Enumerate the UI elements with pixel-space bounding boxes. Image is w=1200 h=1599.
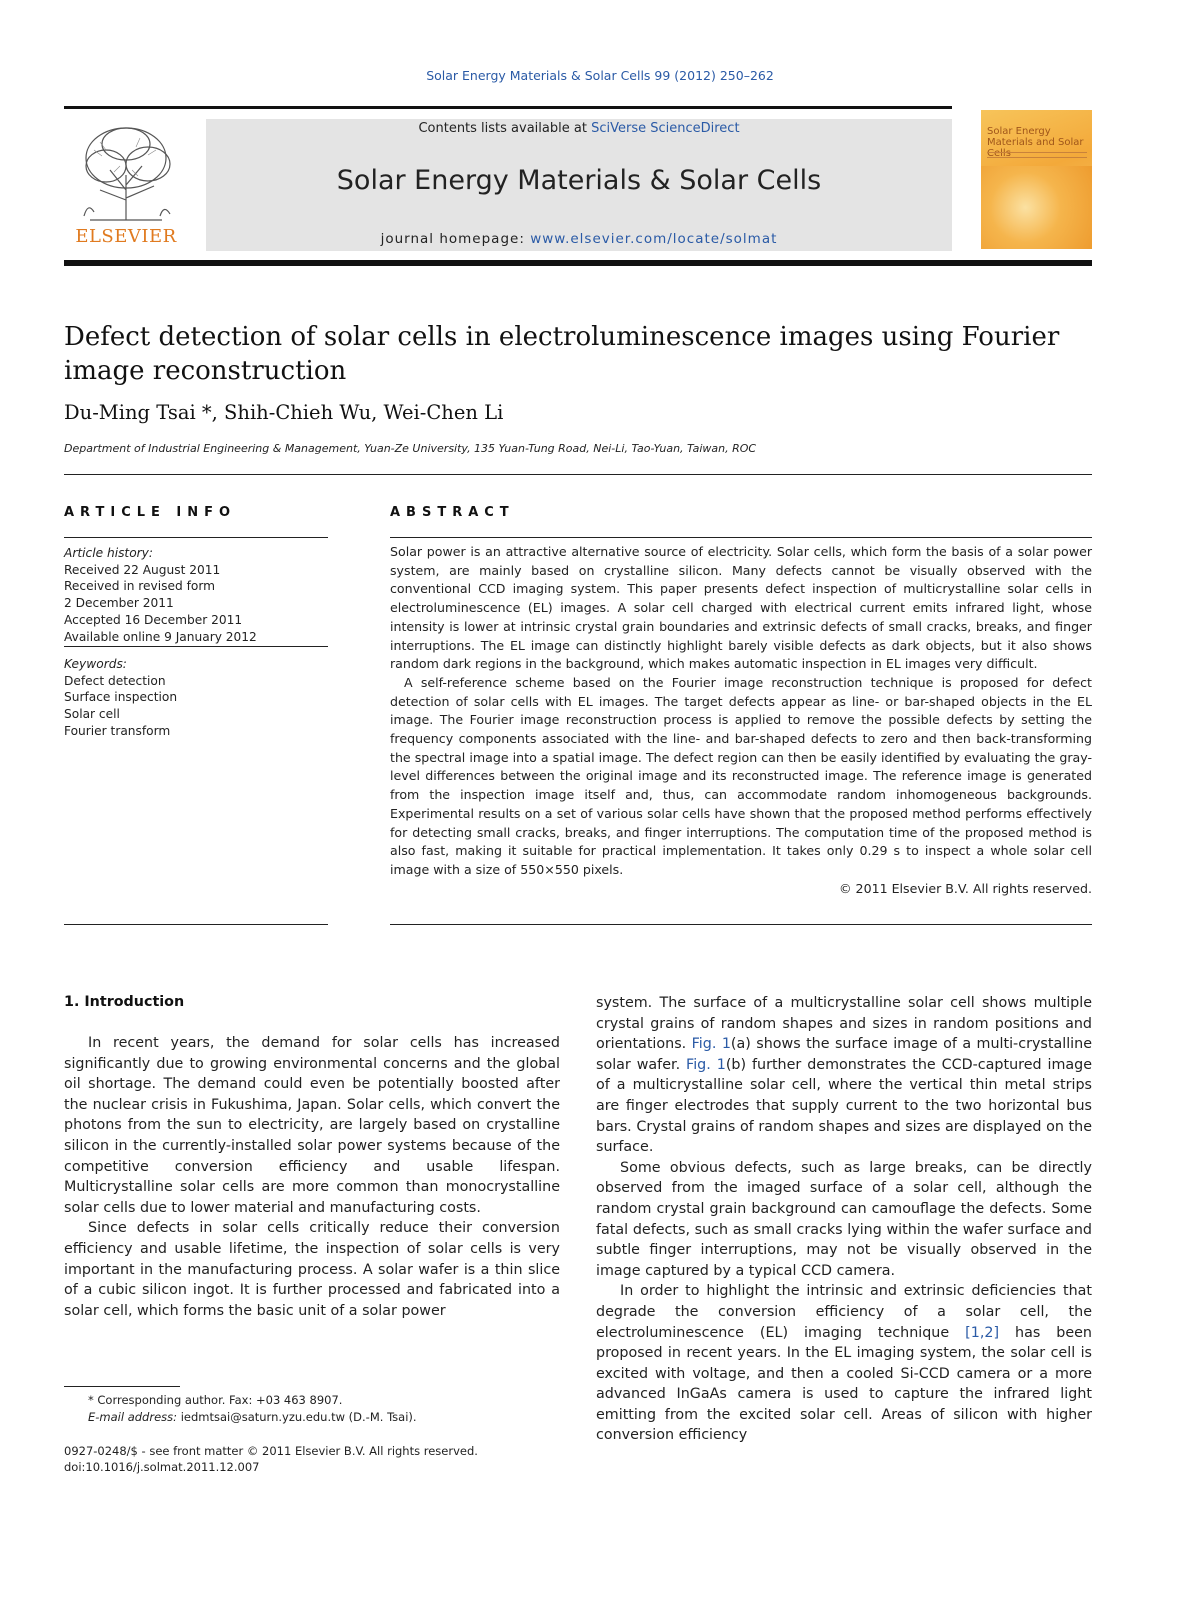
cover-title: Solar Energy Materials and Solar Cells [987,126,1084,159]
keyword: Surface inspection [64,690,178,705]
homepage-line [206,231,952,247]
homepage-link[interactable]: www.elsevier.com/locate/solmat [530,231,778,247]
paper-title: Defect detection of solar cells in electroluminescence images using Fourier image reconstruction [64,322,1060,386]
journal-cover-thumbnail[interactable] [981,110,1092,249]
contents-line [206,121,952,136]
journal-title: Solar Energy Materials & Solar Cells [336,165,822,196]
abstract-rule [390,537,1092,538]
text-run: In order to highlight the intrinsic and extrinsic deficiencies that degrade the conversion efficiency of a solar cell, the electroluminescence (EL) imaging technique [596,1283,1092,1341]
figure-1-link[interactable]: Fig. 1 [686,1056,726,1073]
history-item: Received in revised form [64,579,216,594]
history-item: Received 22 August 2011 [64,562,221,577]
abstract-body [390,543,1092,898]
abstract-paragraph: Solar power is an attractive alternative source of electricity. Solar cells, which form the basis of a solar power system, are mainly based on crystalline silicon. Many defects cannot be visually observed with the conventional CCD imaging system. This paper presents defect inspection of multicrystalline solar cells in electroluminescence (EL) images. A solar cell charged with electrical current emits infrared light, whose intensity is lower at intrinsic crystal grain boundaries and extrinsic defects of small cracks, breaks, and finger interruptions. The EL image can distinctly highlight barely visible defects as dark objects, but it also shows random dark regions in the background, which makes automatic inspection in EL images very difficult. [390,544,1092,672]
body-right-column [596,993,1092,1446]
email-address[interactable]: iedmtsai@saturn.yzu.edu.tw (D.-M. Tsai). [180,1410,417,1424]
text-run: (b) further demonstrates the CCD-captured image of a multicrystalline solar cell, where the vertical thin metal strips are finger electrodes that supply current to the two horizontal bus bars. Crystal grains of random shapes and sizes are displayed on the surface. [596,1056,1093,1156]
introduction-heading: 1. Introduction [64,994,185,1010]
figure-1-link[interactable]: Fig. 1 [691,1036,731,1053]
cover-divider [987,152,1087,158]
body-paragraph: Since defects in solar cells critically reduce their conversion efficiency and usable lifetime, the inspection of solar cells is very important in the manufacturing process. A solar wafer is a thin slice of a cubic silicon ingot. It is further processed and fabricated into a solar cell, which forms the basic unit of a solar power [64,1220,560,1319]
reference-link[interactable]: [1,2] [965,1324,1000,1341]
text-run: (a) shows the surface image of a multi-crystalline solar wafer. [596,1036,1092,1073]
header-bottom-rule [64,260,1092,266]
copyright-line: © 2011 Elsevier B.V. All rights reserved. [838,880,1092,896]
footnote [64,1392,564,1426]
history-item: Available online 9 January 2012 [64,629,257,644]
journal-reference[interactable]: Solar Energy Materials & Solar Cells 99 (2012) 250–262 [426,68,774,83]
history-rule [64,646,328,647]
author-list[interactable]: Du-Ming Tsai *, Shih-Chieh Wu, Wei-Chen Li [64,401,504,424]
abstract-bottom-rule [390,924,1092,925]
article-info-bottom-rule [64,924,328,925]
elsevier-logo [64,120,188,250]
header-top-rule [64,106,952,109]
abstract-paragraph: A self-reference scheme based on the Fourier image reconstruction technique is proposed for defect detection of solar cells with EL images. The target defects appear as line- or bar-shaped objects in the EL image. The Fourier image reconstruction process is applied to remove the possible defects by setting the frequency components associated with the line- and bar-shaped defects to zero and then back-transforming the spectral image into a spatial image. The defect region can then be easily identified by evaluating the gray-level differences between the original image and its reconstructed image. The reference image is generated from the inspection image itself and, thus, can accommodate random inhomogeneous backgrounds. Experimental results on a set of various solar cells have shown that the proposed method performs effectively for detecting small cracks, breaks, and finger interruptions. The computation time of the proposed method is also fast, making it suitable for practical implementation. It takes only 0.29 s to inspect a whole solar cell image with a size of 550×550 pixels. [390,674,1092,877]
article-info-heading: ARTICLE INFO [64,505,237,520]
doi-line[interactable]: doi:10.1016/j.solmat.2011.12.007 [64,1460,260,1474]
abstract-heading: ABSTRACT [390,505,515,520]
body-paragraph [596,1281,1092,1446]
text-run: system. The surface of a multicrystalline solar cell shows multiple crystal grains of random shapes and sizes in random positions and orientations. [596,995,1092,1053]
cover-image [981,166,1092,249]
keyword: Solar cell [64,707,120,722]
affiliation: Department of Industrial Engineering & Management, Yuan-Ze University, 135 Yuan-Tung Road, Nei-Li, Tao-Yuan, Taiwan, ROC [64,442,757,455]
corresponding-author-note: * Corresponding author. Fax: +03 463 8907. [88,1393,343,1407]
keywords-label: Keywords: [64,657,127,671]
elsevier-tree-icon [70,120,182,224]
email-label: E-mail address: [88,1410,181,1424]
body-paragraph [596,993,1092,1158]
text-run: has been proposed in recent years. In the EL imaging system, the solar cell is excited with voltage, and then a cooled Si-CCD camera or a more advanced InGaAs camera is used to capture the infrared light emitting from the excited solar cell. Areas of silicon with higher conversion efficiency [596,1324,1092,1444]
article-info-rule [64,537,328,538]
body-paragraph: In recent years, the demand for solar cells has increased significantly due to growing environmental concerns and the global oil shortage. The demand could even be potentially boosted after the nuclear crisis in Fukushima, Japan. Solar cells, which convert the photons from the sun to electricity, are largely based on crystalline silicon in the currently-installed solar power systems because of the competitive conversion efficiency and usable lifespan. Multicrystalline solar cells are more common than monocrystalline solar cells due to lower material and manufacturing costs. [64,1035,560,1216]
keyword: Defect detection [64,673,166,688]
keywords-block [64,656,328,740]
sciencedirect-link[interactable]: SciVerse ScienceDirect [591,121,740,136]
history-item: Accepted 16 December 2011 [64,612,243,627]
email-note [64,1409,564,1426]
body-left-column [64,1033,560,1321]
article-history [64,545,328,645]
front-matter [64,1443,564,1475]
footnote-rule [64,1386,180,1387]
contents-prefix: Contents lists available at [418,121,592,136]
homepage-prefix: journal homepage: [380,231,531,247]
history-label: Article history: [64,546,153,560]
elsevier-wordmark: ELSEVIER [75,226,177,247]
body-paragraph: Some obvious defects, such as large breaks, can be directly observed from the imaged surface of a solar cell, although the random crystal grain background can camouflage the defects. Some fatal defects, such as small cracks lying within the wafer surface and subtle finger interruptions, may not be visually observed in the image captured by a typical CCD camera. [596,1159,1092,1279]
issn-line: 0927-0248/$ - see front matter © 2011 Elsevier B.V. All rights reserved. [64,1444,478,1458]
keyword: Fourier transform [64,723,171,738]
affiliation-rule [64,474,1092,475]
history-item: 2 December 2011 [64,596,174,611]
